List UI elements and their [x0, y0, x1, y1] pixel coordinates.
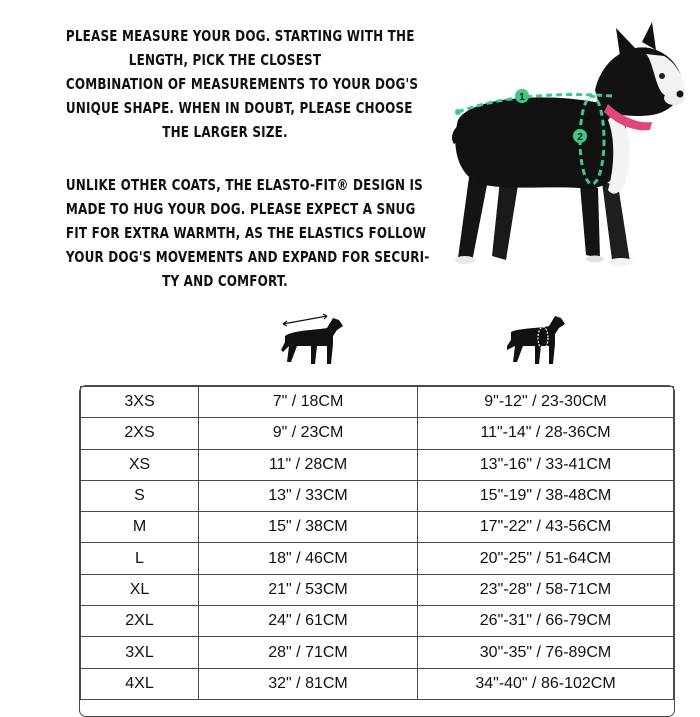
size-cell: 2XL — [81, 606, 199, 637]
chest-cell: 9"-12" / 23-30CM — [418, 387, 674, 418]
chest-cell: 23"-28" / 58-71CM — [418, 574, 674, 605]
fit-note-line: UNLIKE OTHER COATS, THE ELASTO-FIT® DESIGN IS — [65, 176, 423, 194]
table-row — [81, 418, 674, 449]
length-cell: 9" / 23CM — [199, 418, 418, 449]
length-cell: 15" / 38CM — [199, 512, 418, 543]
instruction-line: LENGTH, PICK THE CLOSEST — [128, 51, 322, 69]
size-table — [80, 386, 674, 700]
length-cell: 11" / 28CM — [199, 449, 418, 480]
length-cell: 13" / 33CM — [199, 480, 418, 511]
size-cell: 3XL — [81, 637, 199, 668]
size-cell: 4XL — [81, 668, 199, 699]
length-cell: 7" / 18CM — [199, 387, 418, 418]
fit-note-line: MADE TO HUG YOUR DOG. PLEASE EXPECT A SNUG — [65, 200, 416, 218]
size-cell: L — [81, 543, 199, 574]
measure-marker-1: 1 — [519, 92, 525, 103]
chest-cell: 13"-16" / 33-41CM — [418, 449, 674, 480]
chest-cell: 15"-19" / 38-48CM — [418, 480, 674, 511]
instruction-line: UNIQUE SHAPE. WHEN IN DOUBT, PLEASE CHOOSE — [65, 99, 413, 117]
instruction-line: THE LARGER SIZE. — [162, 123, 288, 141]
chest-cell: 11"-14" / 28-36CM — [418, 418, 674, 449]
table-row — [81, 606, 674, 637]
size-cell: S — [81, 480, 199, 511]
table-row — [81, 574, 674, 605]
size-cell: M — [81, 512, 199, 543]
length-cell: 18" / 46CM — [199, 543, 418, 574]
chest-cell: 26"-31" / 66-79CM — [418, 606, 674, 637]
size-cell: XL — [81, 574, 199, 605]
fit-note-line: FIT FOR EXTRA WARMTH, AS THE ELASTICS FOLLOW — [65, 224, 427, 242]
instruction-line: COMBINATION OF MEASUREMENTS TO YOUR DOG'S — [65, 75, 419, 93]
fit-note-line: TY AND COMFORT. — [162, 272, 288, 290]
fit-note-line: YOUR DOG'S MOVEMENTS AND EXPAND FOR SECURI- — [65, 248, 430, 266]
chest-cell: 30"-35" / 76-89CM — [418, 637, 674, 668]
table-row — [81, 512, 674, 543]
table-row — [81, 480, 674, 511]
size-cell: XS — [81, 449, 199, 480]
size-cell: 3XS — [81, 387, 199, 418]
table-row — [81, 449, 674, 480]
chest-cell: 34"-40" / 86-102CM — [418, 668, 674, 699]
fit-note — [65, 173, 430, 293]
measure-instructions — [65, 24, 419, 144]
length-cell: 24" / 61CM — [199, 606, 418, 637]
dog-measurement-photo — [430, 20, 700, 270]
table-row — [81, 387, 674, 418]
measure-marker-2: 2 — [577, 132, 583, 143]
table-row — [81, 637, 674, 668]
chest-cell: 20"-25" / 51-64CM — [418, 543, 674, 574]
table-row — [81, 543, 674, 574]
dog-chest-icon — [503, 310, 575, 372]
length-cell: 21" / 53CM — [199, 574, 418, 605]
table-row — [81, 668, 674, 699]
chest-cell: 17"-22" / 43-56CM — [418, 512, 674, 543]
instruction-line: PLEASE MEASURE YOUR DOG. STARTING WITH THE — [65, 27, 415, 45]
size-cell: 2XS — [81, 418, 199, 449]
dog-length-icon — [275, 310, 347, 372]
length-cell: 32" / 81CM — [199, 668, 418, 699]
length-cell: 28" / 71CM — [199, 637, 418, 668]
